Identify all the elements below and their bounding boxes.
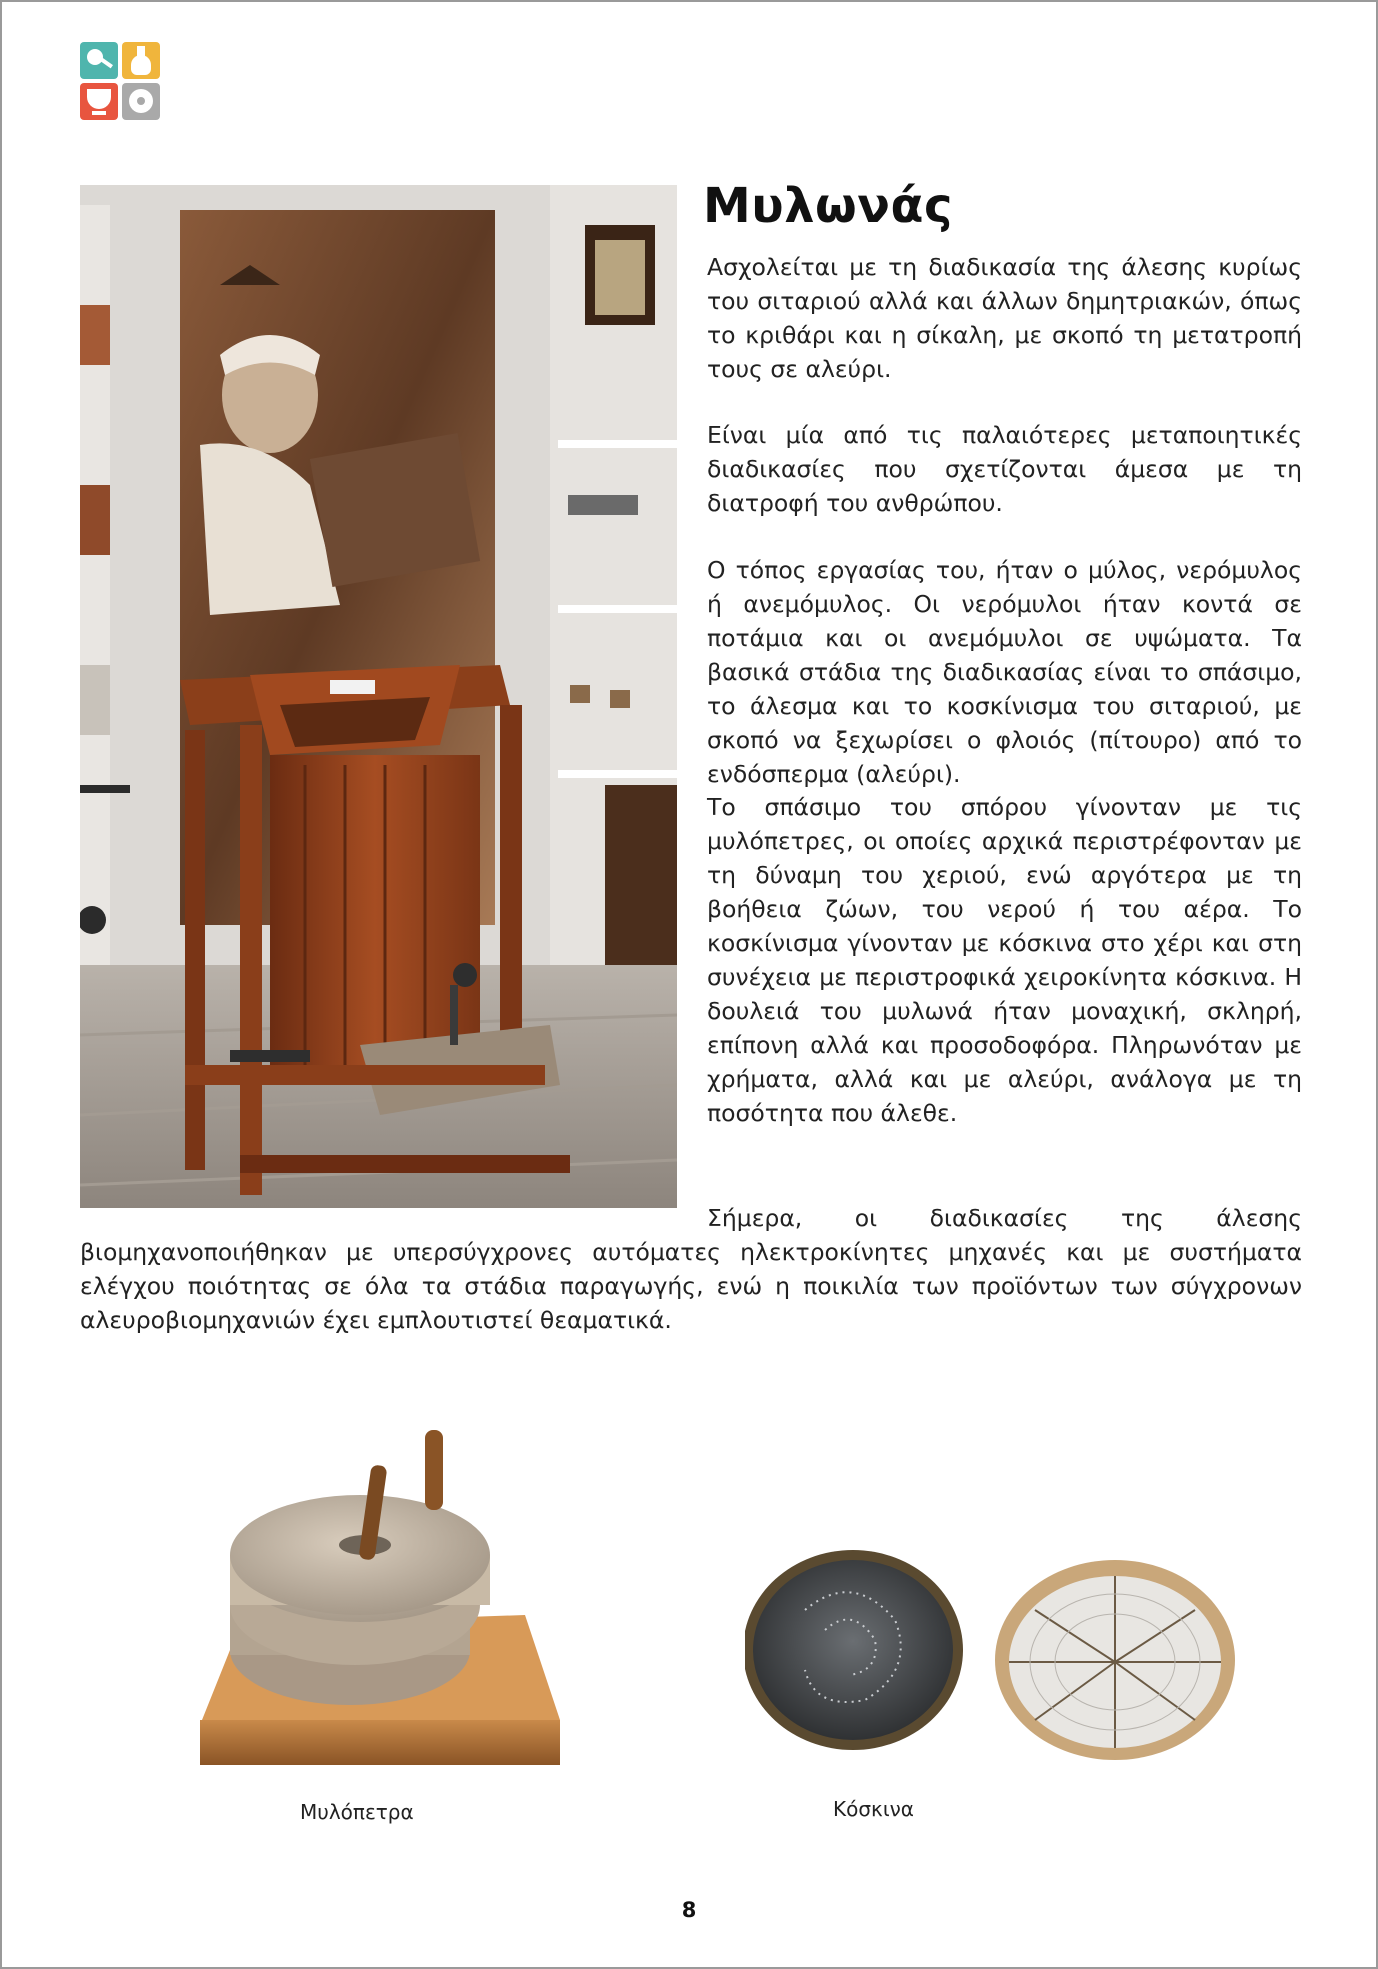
sieves-caption: Κόσκινα — [833, 1797, 914, 1821]
paragraph-today-text: Σήμερα, οι διαδικασίες της άλεσης βιομηχανοποιήθηκαν με υπερσύγχρονες αυτόματες ηλεκτροκίνητες μηχανές και με συστήματα ελέγχου ποιότητας σε όλα τα στάδια παραγωγής, ενώ η ποικιλία των προϊόντων των σύγχρονων αλευροβιομηχανιών έχει εμπλουτιστεί θεαματικά. — [80, 1204, 1302, 1334]
paragraph-intro: Ασχολείται με τη διαδικασία της άλεσης κυρίως του σιταριού αλλά και άλλων δημητριακών, όπως το κριθάρι και η σίκαλη, με σκοπό τη μετατροπή τους σε αλεύρι. — [707, 253, 1302, 383]
flour-sifter-machine-photo — [80, 185, 677, 1208]
logo-tile-yellow — [122, 42, 160, 79]
logo-tile-red — [80, 83, 118, 120]
paragraph-today — [80, 1201, 1302, 1337]
logo-tile-grey — [122, 83, 160, 120]
paragraph-workplace: Ο τόπος εργασίας του, ήταν ο μύλος, νερόμυλος ή ανεμόμυλος. Οι νερόμυλοι ήταν κοντά σε ποτάμια και οι ανεμόμυλοι σε υψώματα. Τα βασικά στάδια της διαδικασίας είναι το σπάσιμο, το άλεσμα και το κοσκίνισμα του σιταριού, με σκοπό να ξεχωρίσει ο φλοιός (πίτουρο) από το ενδόσπερμα (αλεύρι). — [707, 556, 1302, 788]
page-number: 8 — [681, 1898, 697, 1922]
page-title: Μυλωνάς — [703, 178, 953, 234]
millstone-caption: Μυλόπετρα — [300, 1800, 414, 1824]
museum-logo — [80, 42, 160, 120]
logo-tile-teal — [80, 42, 118, 79]
paragraph-process: Το σπάσιμο του σπόρου γίνονταν με τις μυλόπετρες, οι οποίες αρχικά περιστρέφονταν με τη δύναμη του χεριού, ενώ αργότερα με τη βοήθεια ζώων, του νερού ή του αέρα. Το κοσκίνισμα γίνονταν με κόσκινα στο χέρι και στη συνέχεια με περιστροφικά χειροκίνητα κόσκινα. Η δουλειά του μυλωνά ήταν μοναχική, σκληρή, επίπονη αλλά και προσοδοφόρα. Πληρωνόταν με χρήματα, αλλά και με αλεύρι, ανάλογα με τη ποσότητα που άλεθε. — [707, 793, 1302, 1127]
sieves-photo — [745, 1550, 1255, 1760]
paragraph-history: Είναι μία από τις παλαιότερες μεταποιητικές διαδικασίες που σχετίζονται άμεσα με τη διατροφή του ανθρώπου. — [707, 421, 1302, 517]
millstone-photo — [195, 1420, 560, 1770]
